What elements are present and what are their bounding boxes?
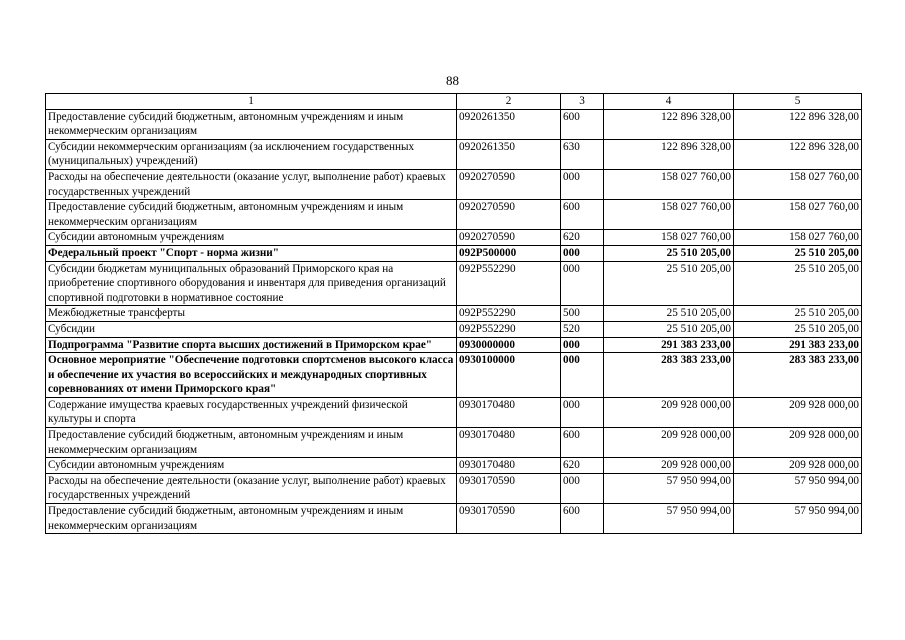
row-amount-col5-cell: 283 383 233,00	[734, 353, 862, 398]
row-name-cell: Предоставление субсидий бюджетным, автономным учреждениям и иным некоммерческим организациям	[46, 428, 457, 458]
row-amount-col5-cell: 158 027 760,00	[734, 230, 862, 246]
row-code-cell: 0930170480	[457, 458, 561, 474]
row-amount-col4-cell: 25 510 205,00	[604, 245, 734, 261]
row-name-cell: Субсидии автономным учреждениям	[46, 458, 457, 474]
row-name-cell: Субсидии некоммерческим организациям (за исключением государственных (муниципальных) учреждений)	[46, 139, 457, 169]
row-kind-cell: 600	[561, 504, 604, 534]
row-code-cell: 0930170480	[457, 397, 561, 427]
row-amount-col5-cell: 25 510 205,00	[734, 321, 862, 337]
row-name-cell: Предоставление субсидий бюджетным, автономным учреждениям и иным некоммерческим организациям	[46, 504, 457, 534]
row-code-cell: 0930170480	[457, 428, 561, 458]
row-amount-col5-cell: 122 896 328,00	[734, 139, 862, 169]
table-row	[46, 245, 862, 261]
row-amount-col4-cell: 291 383 233,00	[604, 337, 734, 353]
row-amount-col5-cell: 158 027 760,00	[734, 200, 862, 230]
row-code-cell: 0920261350	[457, 139, 561, 169]
row-kind-cell: 600	[561, 200, 604, 230]
row-amount-col5-cell: 158 027 760,00	[734, 169, 862, 199]
table-row	[46, 200, 862, 230]
row-name-cell: Федеральный проект "Спорт - норма жизни"	[46, 245, 457, 261]
table-row	[46, 169, 862, 199]
budget-table	[45, 93, 862, 534]
page-number: 88	[446, 73, 459, 88]
row-code-cell: 0930000000	[457, 337, 561, 353]
table-row	[46, 504, 862, 534]
table-row	[46, 397, 862, 427]
column-header-1: 1	[46, 94, 457, 110]
table-row	[46, 230, 862, 246]
row-name-cell: Предоставление субсидий бюджетным, автономным учреждениям и иным некоммерческим организациям	[46, 200, 457, 230]
row-code-cell: 0930170590	[457, 504, 561, 534]
row-name-cell: Подпрограмма "Развитие спорта высших достижений в Приморском крае"	[46, 337, 457, 353]
row-name-cell: Субсидии	[46, 321, 457, 337]
row-amount-col4-cell: 122 896 328,00	[604, 139, 734, 169]
table-row	[46, 261, 862, 306]
row-kind-cell: 620	[561, 458, 604, 474]
row-amount-col4-cell: 25 510 205,00	[604, 321, 734, 337]
table-row	[46, 428, 862, 458]
row-amount-col5-cell: 25 510 205,00	[734, 306, 862, 322]
row-amount-col5-cell: 122 896 328,00	[734, 109, 862, 139]
row-amount-col5-cell: 57 950 994,00	[734, 473, 862, 503]
row-code-cell: 0920270590	[457, 169, 561, 199]
row-name-cell: Основное мероприятие "Обеспечение подготовки спортсменов высокого класса и обеспечение их участия во всероссийских и международных спортивных соревнованиях от имени Приморского края"	[46, 353, 457, 398]
column-header-3: 3	[561, 94, 604, 110]
row-name-cell: Предоставление субсидий бюджетным, автономным учреждениям и иным некоммерческим организациям	[46, 109, 457, 139]
row-amount-col4-cell: 209 928 000,00	[604, 397, 734, 427]
table-row	[46, 458, 862, 474]
row-amount-col4-cell: 158 027 760,00	[604, 230, 734, 246]
row-amount-col4-cell: 25 510 205,00	[604, 261, 734, 306]
table-row	[46, 473, 862, 503]
row-name-cell: Субсидии автономным учреждениям	[46, 230, 457, 246]
row-code-cell: 092P552290	[457, 261, 561, 306]
row-kind-cell: 000	[561, 261, 604, 306]
row-amount-col5-cell: 209 928 000,00	[734, 428, 862, 458]
row-amount-col4-cell: 209 928 000,00	[604, 428, 734, 458]
row-amount-col5-cell: 209 928 000,00	[734, 458, 862, 474]
row-amount-col4-cell: 57 950 994,00	[604, 504, 734, 534]
table-row	[46, 109, 862, 139]
row-code-cell: 092P552290	[457, 306, 561, 322]
row-kind-cell: 000	[561, 473, 604, 503]
row-code-cell: 0920261350	[457, 109, 561, 139]
row-kind-cell: 600	[561, 428, 604, 458]
table-row	[46, 321, 862, 337]
row-kind-cell: 000	[561, 397, 604, 427]
table-row	[46, 353, 862, 398]
row-amount-col4-cell: 158 027 760,00	[604, 169, 734, 199]
table-row	[46, 337, 862, 353]
row-amount-col4-cell: 122 896 328,00	[604, 109, 734, 139]
row-amount-col5-cell: 25 510 205,00	[734, 245, 862, 261]
table-body	[46, 109, 862, 534]
row-kind-cell: 000	[561, 245, 604, 261]
row-amount-col5-cell: 291 383 233,00	[734, 337, 862, 353]
row-kind-cell: 600	[561, 109, 604, 139]
row-kind-cell: 000	[561, 169, 604, 199]
row-kind-cell: 500	[561, 306, 604, 322]
row-amount-col5-cell: 25 510 205,00	[734, 261, 862, 306]
row-code-cell: 0930170590	[457, 473, 561, 503]
row-amount-col4-cell: 283 383 233,00	[604, 353, 734, 398]
row-amount-col5-cell: 57 950 994,00	[734, 504, 862, 534]
row-name-cell: Расходы на обеспечение деятельности (оказание услуг, выполнение работ) краевых государственных учреждений	[46, 169, 457, 199]
row-code-cell: 092P500000	[457, 245, 561, 261]
column-header-4: 4	[604, 94, 734, 110]
row-code-cell: 0920270590	[457, 230, 561, 246]
row-name-cell: Расходы на обеспечение деятельности (оказание услуг, выполнение работ) краевых государственных учреждений	[46, 473, 457, 503]
table-header-row	[46, 94, 862, 110]
row-kind-cell: 520	[561, 321, 604, 337]
row-code-cell: 0930100000	[457, 353, 561, 398]
row-code-cell: 092P552290	[457, 321, 561, 337]
row-kind-cell: 000	[561, 337, 604, 353]
row-amount-col5-cell: 209 928 000,00	[734, 397, 862, 427]
column-header-5: 5	[734, 94, 862, 110]
row-name-cell: Субсидии бюджетам муниципальных образований Приморского края на приобретение спортивного оборудования и инвентаря для приведения организаций спортивной подготовки в нормативное состояние	[46, 261, 457, 306]
row-amount-col4-cell: 209 928 000,00	[604, 458, 734, 474]
column-header-2: 2	[457, 94, 561, 110]
row-kind-cell: 620	[561, 230, 604, 246]
row-amount-col4-cell: 57 950 994,00	[604, 473, 734, 503]
table-row	[46, 306, 862, 322]
table-row	[46, 139, 862, 169]
row-name-cell: Содержание имущества краевых государственных учреждений физической культуры и спорта	[46, 397, 457, 427]
row-kind-cell: 000	[561, 353, 604, 398]
row-code-cell: 0920270590	[457, 200, 561, 230]
row-amount-col4-cell: 25 510 205,00	[604, 306, 734, 322]
row-amount-col4-cell: 158 027 760,00	[604, 200, 734, 230]
row-name-cell: Межбюджетные трансферты	[46, 306, 457, 322]
row-kind-cell: 630	[561, 139, 604, 169]
